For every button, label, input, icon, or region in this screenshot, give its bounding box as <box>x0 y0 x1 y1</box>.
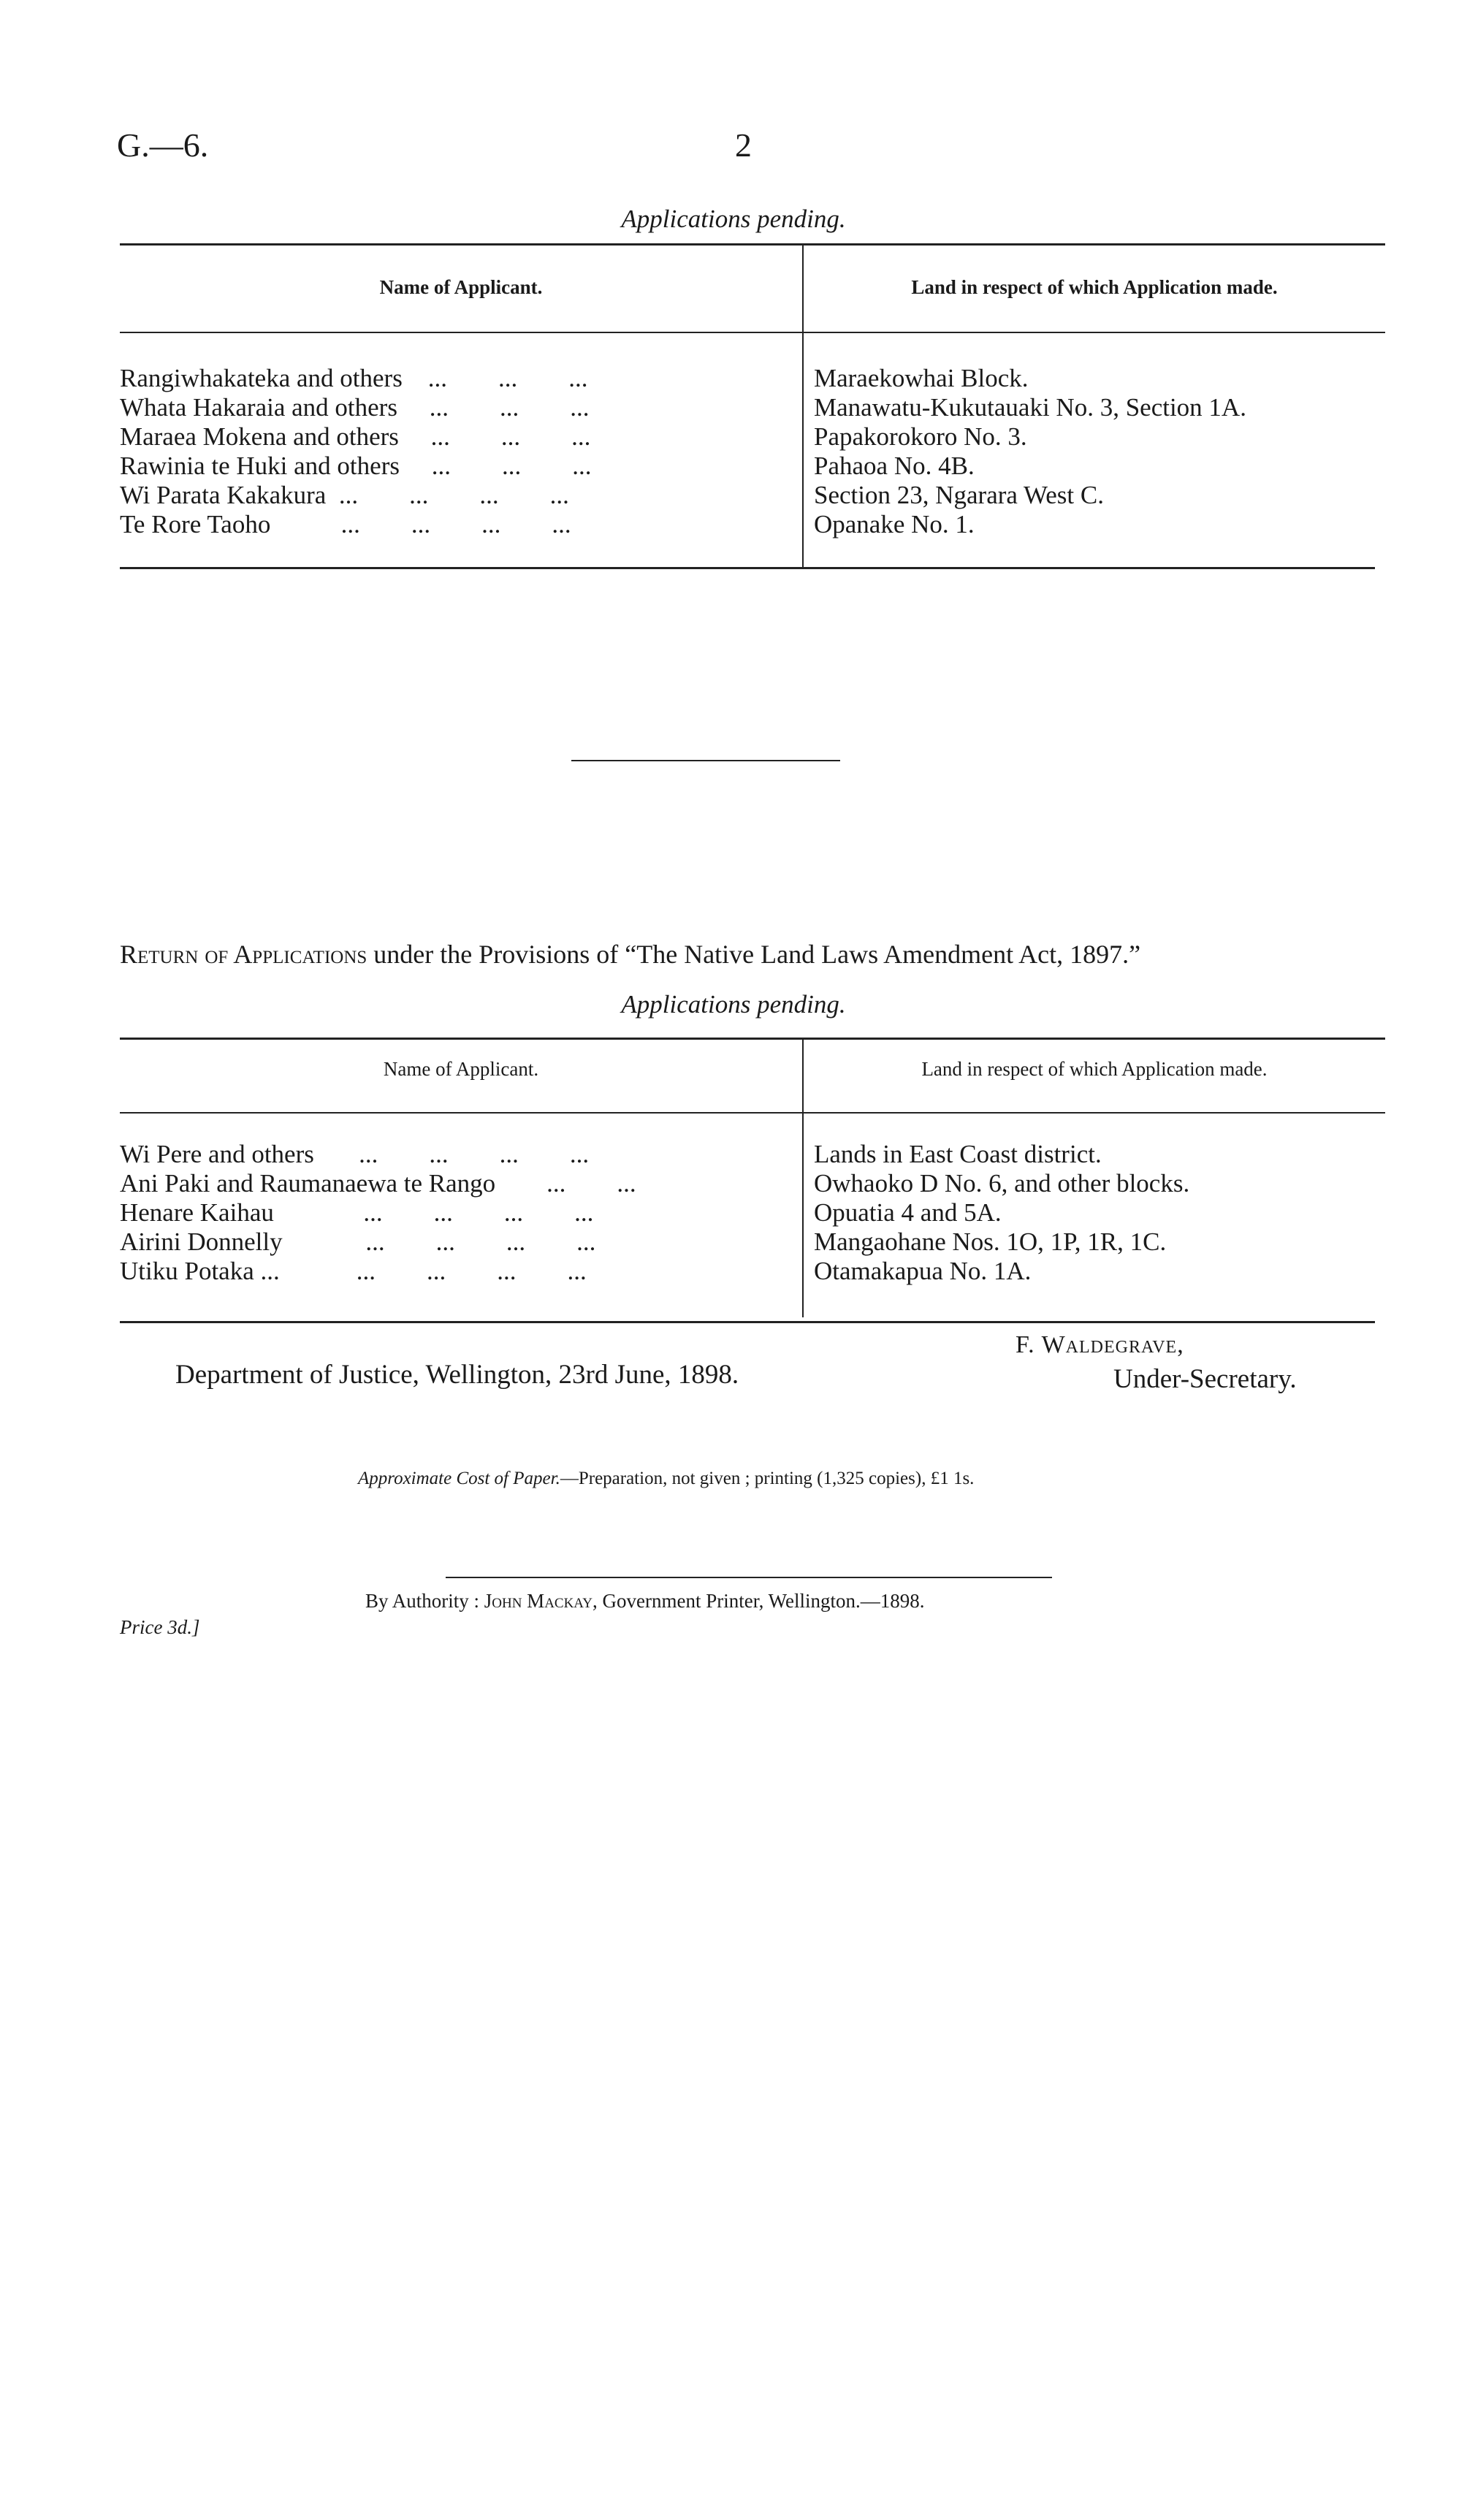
authority-prefix: By Authority : <box>365 1590 484 1612</box>
section2-header-rule <box>120 1112 1385 1114</box>
applicant-name: Henare Kaihau ... ... ... ... <box>120 1198 594 1227</box>
section2-heading: Applications pending. <box>621 990 846 1019</box>
table-row <box>120 1169 1362 1198</box>
land-description: Opanake No. 1. <box>814 510 975 538</box>
section1-top-rule <box>120 243 1385 245</box>
section2-name-column-header: Name of Applicant. <box>383 1058 539 1080</box>
authority-printer: John Mackay <box>484 1590 593 1612</box>
applicant-name: Ani Paki and Raumanaewa te Rango ... ... <box>120 1169 636 1198</box>
signatory-name: F. Waldegrave, <box>1016 1331 1184 1358</box>
land-description: Maraekowhai Block. <box>814 364 1029 392</box>
section1-land-column-header: Land in respect of which Application made. <box>911 276 1278 298</box>
land-description: Owhaoko D No. 6, and other blocks. <box>814 1169 1190 1198</box>
land-description: Pahaoa No. 4B. <box>814 452 975 480</box>
table-row <box>120 393 1362 422</box>
section1-bottom-rule <box>120 567 1375 569</box>
land-description: Lands in East Coast district. <box>814 1140 1102 1168</box>
document-reference: G.—6. <box>117 126 209 164</box>
applicant-name: Wi Pere and others ... ... ... ... <box>120 1140 590 1168</box>
price-note: Price 3d.] <box>120 1616 200 1638</box>
applicant-name: Utiku Potaka ... ... ... ... ... <box>120 1257 587 1285</box>
applicant-name: Wi Parata Kakakura ... ... ... ... <box>120 481 569 509</box>
applicant-name: Rangiwhakateka and others ... ... ... <box>120 364 588 392</box>
section1-heading: Applications pending. <box>621 205 846 233</box>
authority-rest: , Government Printer, Wellington.—1898. <box>592 1590 925 1612</box>
table-row <box>120 1198 1362 1227</box>
cost-note <box>358 1469 974 1489</box>
return-title-prefix: Return of Applications <box>120 940 367 969</box>
section2-top-rule <box>120 1038 1385 1040</box>
table-row <box>120 422 1362 452</box>
table-row <box>120 481 1362 510</box>
land-description: Otamakapua No. 1A. <box>814 1257 1032 1285</box>
section1-header-rule <box>120 332 1385 333</box>
section2-land-column-header: Land in respect of which Application made. <box>921 1058 1268 1080</box>
applicant-name: Maraea Mokena and others ... ... ... <box>120 422 591 451</box>
land-description: Mangaohane Nos. 1O, 1P, 1R, 1C. <box>814 1227 1167 1256</box>
land-description: Section 23, Ngarara West C. <box>814 481 1104 509</box>
applicant-name: Whata Hakaraia and others ... ... ... <box>120 393 590 422</box>
section-separator-rule <box>571 760 840 761</box>
land-description: Papakorokoro No. 3. <box>814 422 1027 451</box>
applicant-name: Airini Donnelly ... ... ... ... <box>120 1227 596 1256</box>
land-description: Manawatu-Kukutauaki No. 3, Section 1A. <box>814 393 1246 422</box>
section1-name-column-header: Name of Applicant. <box>379 276 543 298</box>
table-row <box>120 364 1362 393</box>
page-number: 2 <box>735 126 752 164</box>
table-row <box>120 1227 1362 1257</box>
applicant-name: Rawinia te Huki and others ... ... ... <box>120 452 592 480</box>
applicant-name: Te Rore Taoho ... ... ... ... <box>120 510 571 538</box>
printer-authority <box>365 1590 924 1613</box>
section2-bottom-rule <box>120 1321 1375 1323</box>
authority-rule <box>446 1577 1052 1578</box>
land-description: Opuatia 4 and 5A. <box>814 1198 1002 1227</box>
cost-text: —Preparation, not given ; printing (1,325 copies), £1 1s. <box>560 1469 975 1488</box>
signatory-title: Under-Secretary. <box>1113 1364 1297 1394</box>
table-row <box>120 1257 1362 1286</box>
return-title <box>120 939 1140 970</box>
table-row <box>120 510 1362 539</box>
cost-label: Approximate Cost of Paper. <box>358 1469 560 1488</box>
table-row <box>120 1140 1362 1169</box>
return-title-rest: under the Provisions of “The Native Land Laws Amendment Act, 1897.” <box>373 940 1141 969</box>
table-row <box>120 452 1362 481</box>
department-dateline: Department of Justice, Wellington, 23rd June, 1898. <box>175 1360 739 1390</box>
